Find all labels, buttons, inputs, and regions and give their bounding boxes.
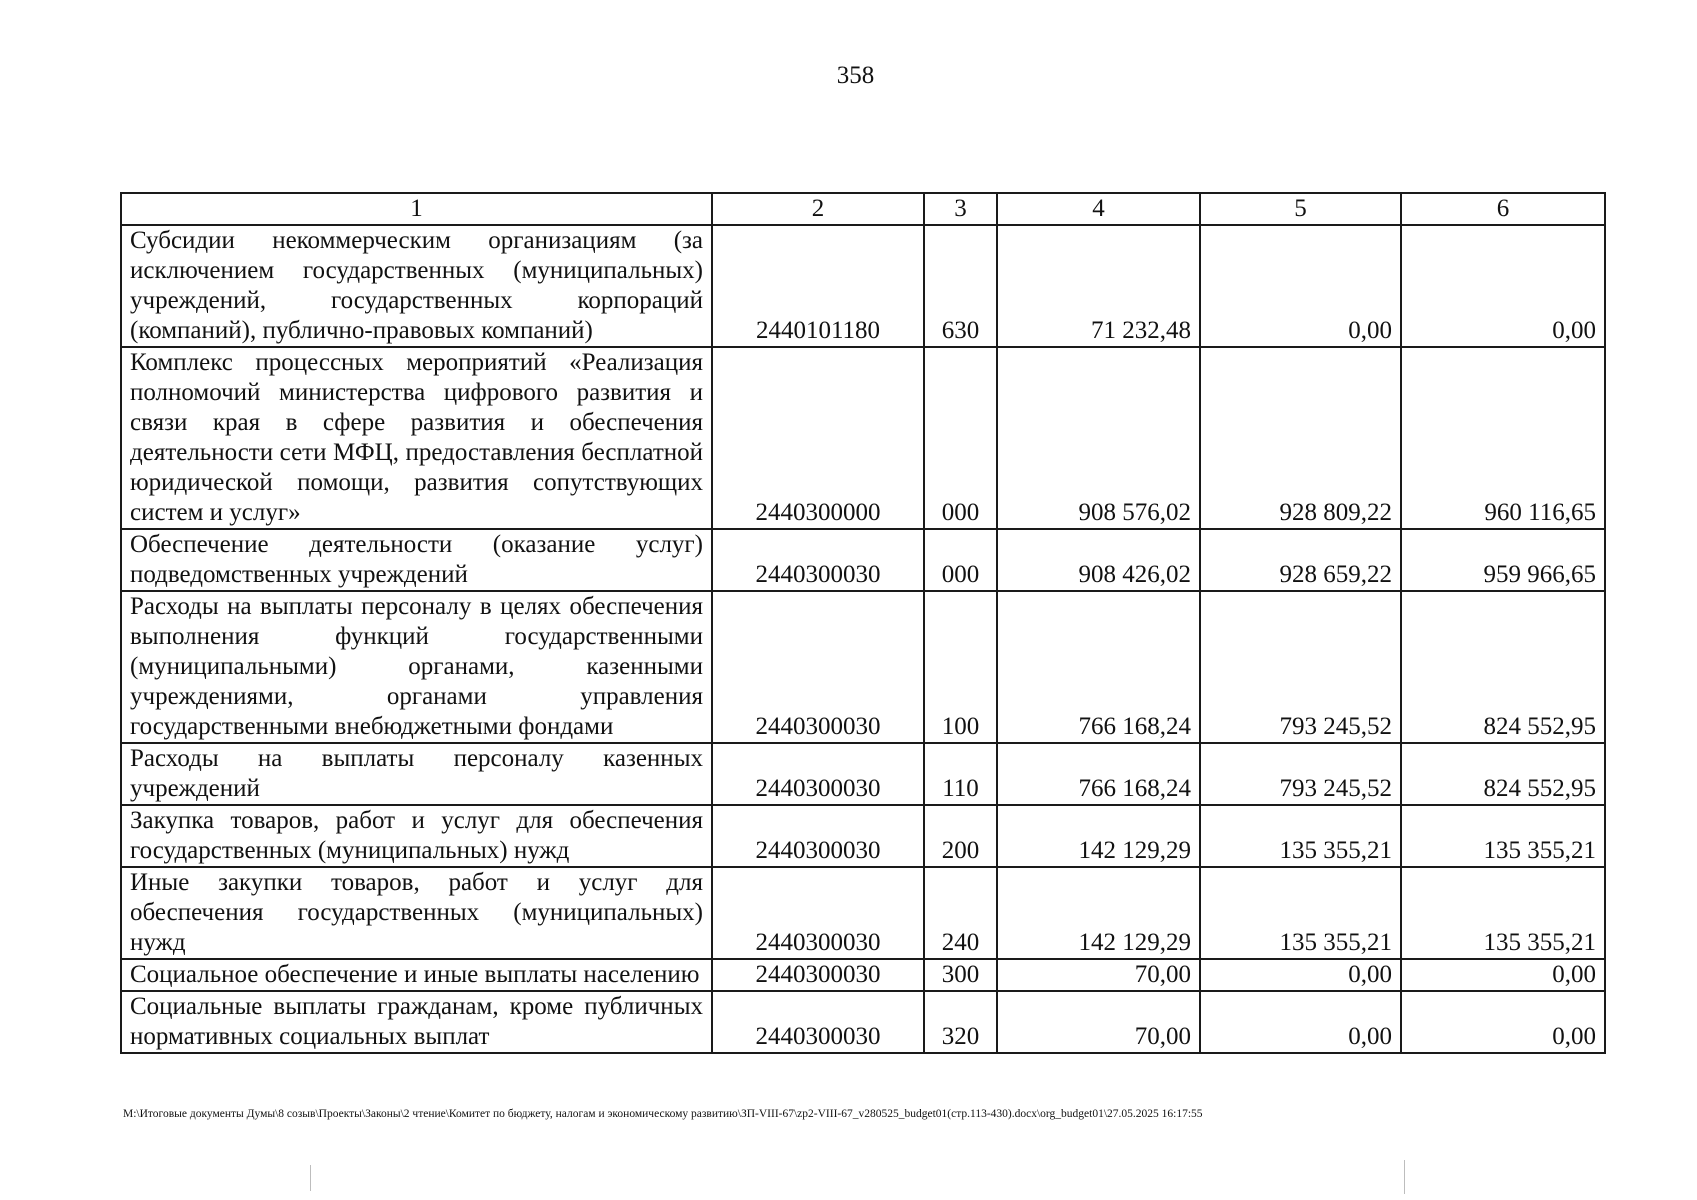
column-header: 6 bbox=[1401, 193, 1605, 225]
expense-type-code: 110 bbox=[924, 743, 997, 805]
amount-col5: 135 355,21 bbox=[1200, 805, 1401, 867]
amount-col4: 908 576,02 bbox=[997, 347, 1200, 529]
amount-col5: 0,00 bbox=[1200, 959, 1401, 991]
amount-col4: 70,00 bbox=[997, 959, 1200, 991]
amount-col6: 960 116,65 bbox=[1401, 347, 1605, 529]
table-row bbox=[121, 959, 1605, 991]
table-header-row bbox=[121, 193, 1605, 225]
table-row bbox=[121, 867, 1605, 959]
target-code: 2440300030 bbox=[712, 529, 924, 591]
amount-col6: 0,00 bbox=[1401, 991, 1605, 1053]
scan-artifact-right bbox=[1404, 1160, 1405, 1194]
amount-col4: 908 426,02 bbox=[997, 529, 1200, 591]
table-row bbox=[121, 225, 1605, 347]
page-number: 358 bbox=[836, 62, 875, 89]
amount-col6: 135 355,21 bbox=[1401, 867, 1605, 959]
column-header: 5 bbox=[1200, 193, 1401, 225]
expense-type-code: 000 bbox=[924, 529, 997, 591]
expense-name: Социальное обеспечение и иные выплаты населению bbox=[121, 959, 712, 991]
amount-col5: 928 659,22 bbox=[1200, 529, 1401, 591]
expense-type-code: 300 bbox=[924, 959, 997, 991]
amount-col5: 0,00 bbox=[1200, 225, 1401, 347]
table-row bbox=[121, 743, 1605, 805]
expense-name: Закупка товаров, работ и услуг для обеспечения государственных (муниципальных) нужд bbox=[121, 805, 712, 867]
amount-col4: 766 168,24 bbox=[997, 591, 1200, 743]
target-code: 2440300030 bbox=[712, 867, 924, 959]
column-header: 1 bbox=[121, 193, 712, 225]
target-code: 2440300030 bbox=[712, 743, 924, 805]
expense-type-code: 240 bbox=[924, 867, 997, 959]
document-file-path: M:\Итоговые документы Думы\8 созыв\Проекты\Законы\2 чтение\Комитет по бюджету, налогам и экономическому развитию\ЗП-VIII-67\zp2-VIII-67_v280525_budget01(стр.113-430).docx\org_budget01\27.05.2025 16:17:55 bbox=[123, 1108, 1203, 1120]
target-code: 2440300000 bbox=[712, 347, 924, 529]
table-row bbox=[121, 529, 1605, 591]
expense-name: Иные закупки товаров, работ и услуг для обеспечения государственных (муниципальных) нужд bbox=[121, 867, 712, 959]
expense-type-code: 320 bbox=[924, 991, 997, 1053]
target-code: 2440101180 bbox=[712, 225, 924, 347]
table-row bbox=[121, 805, 1605, 867]
table-row bbox=[121, 591, 1605, 743]
expense-name: Расходы на выплаты персоналу казенных учреждений bbox=[121, 743, 712, 805]
target-code: 2440300030 bbox=[712, 591, 924, 743]
amount-col4: 70,00 bbox=[997, 991, 1200, 1053]
expense-type-code: 100 bbox=[924, 591, 997, 743]
target-code: 2440300030 bbox=[712, 959, 924, 991]
amount-col6: 824 552,95 bbox=[1401, 743, 1605, 805]
column-header: 3 bbox=[924, 193, 997, 225]
table-row bbox=[121, 991, 1605, 1053]
expense-name: Обеспечение деятельности (оказание услуг) подведомственных учреждений bbox=[121, 529, 712, 591]
column-header: 2 bbox=[712, 193, 924, 225]
scan-artifact-left bbox=[310, 1165, 311, 1191]
amount-col5: 135 355,21 bbox=[1200, 867, 1401, 959]
amount-col5: 928 809,22 bbox=[1200, 347, 1401, 529]
amount-col6: 0,00 bbox=[1401, 959, 1605, 991]
table-row bbox=[121, 347, 1605, 529]
amount-col6: 959 966,65 bbox=[1401, 529, 1605, 591]
amount-col4: 71 232,48 bbox=[997, 225, 1200, 347]
target-code: 2440300030 bbox=[712, 991, 924, 1053]
amount-col4: 142 129,29 bbox=[997, 867, 1200, 959]
expense-name: Субсидии некоммерческим организациям (за исключением государственных (муниципальных) учреждений, государственных корпораций (компаний), публично-правовых компаний) bbox=[121, 225, 712, 347]
expense-name: Расходы на выплаты персоналу в целях обеспечения выполнения функций государственными (муниципальными) органами, казенными учреждениями, органами управления государственными внебюджетными фондами bbox=[121, 591, 712, 743]
expense-type-code: 000 bbox=[924, 347, 997, 529]
amount-col5: 793 245,52 bbox=[1200, 591, 1401, 743]
amount-col6: 135 355,21 bbox=[1401, 805, 1605, 867]
amount-col6: 0,00 bbox=[1401, 225, 1605, 347]
amount-col4: 766 168,24 bbox=[997, 743, 1200, 805]
budget-table bbox=[120, 192, 1606, 1054]
amount-col5: 0,00 bbox=[1200, 991, 1401, 1053]
amount-col4: 142 129,29 bbox=[997, 805, 1200, 867]
target-code: 2440300030 bbox=[712, 805, 924, 867]
expense-name: Комплекс процессных мероприятий «Реализация полномочий министерства цифрового развития и связи края в сфере развития и обеспечения деятельности сети МФЦ, предоставления бесплатной юридической помощи, развития сопутствующих систем и услуг» bbox=[121, 347, 712, 529]
amount-col5: 793 245,52 bbox=[1200, 743, 1401, 805]
expense-name: Социальные выплаты гражданам, кроме публичных нормативных социальных выплат bbox=[121, 991, 712, 1053]
expense-type-code: 200 bbox=[924, 805, 997, 867]
column-header: 4 bbox=[997, 193, 1200, 225]
amount-col6: 824 552,95 bbox=[1401, 591, 1605, 743]
expense-type-code: 630 bbox=[924, 225, 997, 347]
